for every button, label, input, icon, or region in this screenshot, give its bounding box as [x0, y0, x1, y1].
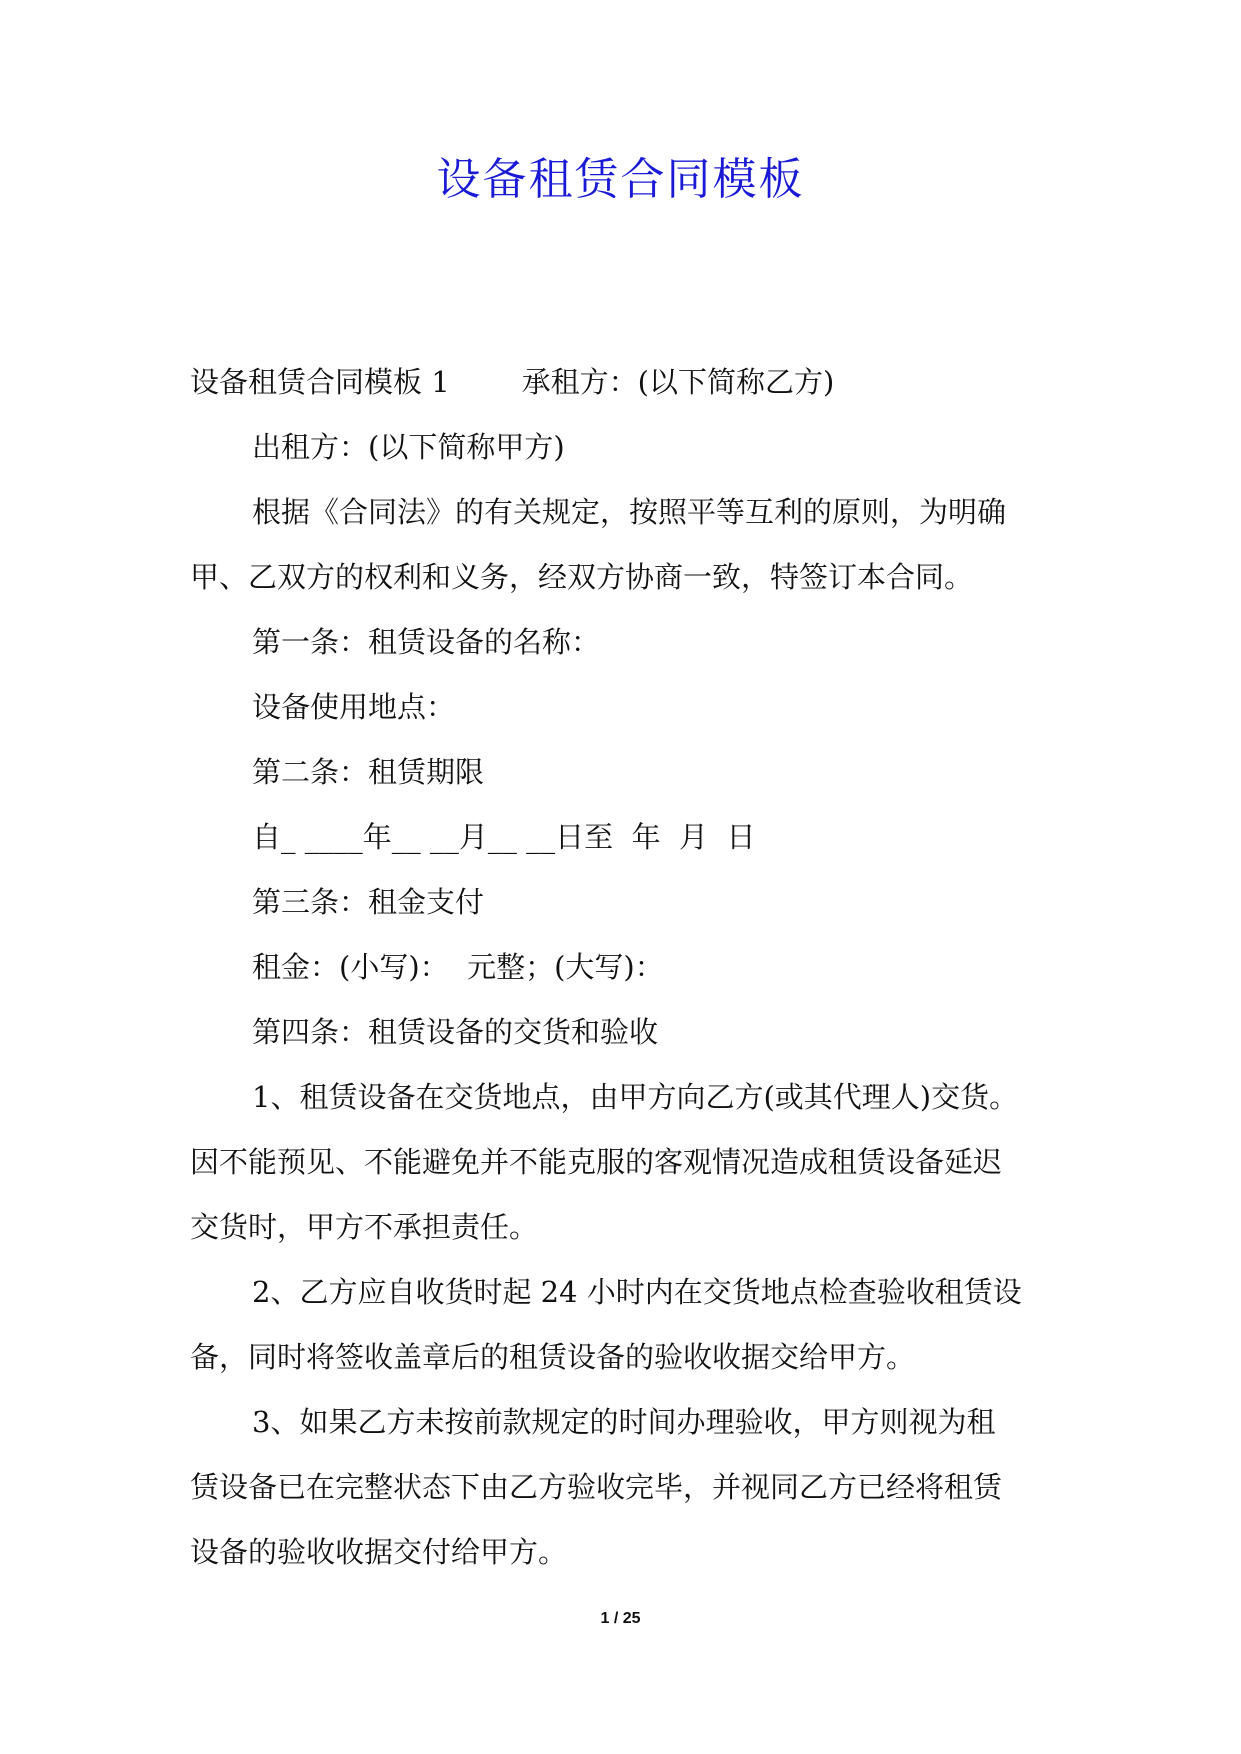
paragraph-preamble — [190, 480, 1060, 610]
clause-1 — [190, 1065, 1060, 1260]
clause-3 — [190, 1390, 1060, 1585]
template-number-label: 设备租赁合同模板 1 — [190, 365, 450, 399]
clause-3-line-3: 设备的验收收据交付给甲方。 — [190, 1535, 568, 1569]
clause-2-line-2: 备，同时将签收盖章后的租赁设备的验收收据交给甲方。 — [190, 1340, 916, 1374]
document-body — [190, 350, 1060, 1585]
paragraph-lessor: 出租方：(以下简称甲方) — [252, 430, 565, 464]
clause-1-line-1: 1、租赁设备在交货地点，由甲方向乙方(或其代理人)交货。 — [252, 1080, 1019, 1114]
preamble-line-2: 甲、乙双方的权利和义务，经双方协商一致，特签订本合同。 — [190, 560, 974, 594]
preamble-line-1: 根据《合同法》的有关规定，按照平等互利的原则，为明确 — [252, 495, 1007, 529]
first-line — [190, 350, 1060, 415]
article-1-heading: 第一条：租赁设备的名称： — [252, 625, 601, 659]
clause-2 — [190, 1260, 1060, 1390]
article-2-heading: 第二条：租赁期限 — [252, 755, 485, 789]
article-3-heading: 第三条：租金支付 — [252, 885, 485, 919]
paragraph-location: 设备使用地点： — [252, 690, 456, 724]
document-title: 设备租赁合同模板 — [436, 154, 805, 205]
clause-3-line-2: 赁设备已在完整状态下由乙方验收完毕，并视同乙方已经将租赁 — [190, 1470, 1003, 1504]
clause-1-line-3: 交货时，甲方不承担责任。 — [190, 1210, 539, 1244]
clause-1-line-2: 因不能预见、不能避免并不能克服的客观情况造成租赁设备延迟 — [190, 1145, 1003, 1179]
article-4-heading: 第四条：租赁设备的交货和验收 — [252, 1015, 659, 1049]
clause-3-line-1: 3、如果乙方未按前款规定的时间办理验收，甲方则视为租 — [252, 1405, 996, 1439]
paragraph-term-dates: 自_ ____年__ __月__ __日至 年 月 日 — [252, 820, 756, 854]
lessee-label: 承租方：(以下简称乙方) — [521, 365, 835, 399]
paragraph-rent: 租金：(小写)： 元整；(大写)： — [252, 950, 664, 984]
clause-2-line-1: 2、乙方应自收货时起 24 小时内在交货地点检查验收租赁设 — [252, 1275, 1022, 1309]
page-number: 1 / 25 — [600, 1610, 641, 1627]
